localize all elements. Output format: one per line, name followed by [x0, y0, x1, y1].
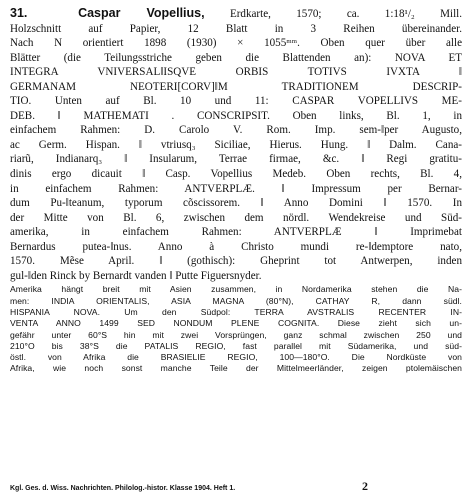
entry-line: [10, 6, 462, 22]
note-line: Afrika, wie noch sonst manche Teile der Mittelmeerländer, zeigen ptolemäischen: [10, 363, 462, 374]
entry-line: gul-‖den Rinck by Bernardt vanden ‖ Putte Figuersnyder.: [10, 269, 262, 282]
entry-line: einfachem Rahmen: D. Carolo V. Rom. Imp. sem-‖per Augusto,: [10, 124, 462, 137]
footnote-paragraph: [10, 284, 462, 374]
entry-line: amerika, in einfachem Rahmen: ANTVERPLÆ ‖ Imprimebat: [10, 226, 462, 239]
entry-line: Bernardus putea-‖nus. Anno à Christo mundi re-‖demptore nato,: [10, 240, 462, 253]
entry-number: 31.: [10, 6, 28, 20]
entry-line: dum Pu-‖teanum, typorum cõscissorem. ‖ Anno Domini ‖ 1570. In: [10, 197, 462, 210]
note-line: 210°O bis 38°S die PATALIS REGIO, fast parallel mit Südamerika, und süd-: [10, 340, 462, 351]
entry-author: Caspar Vopellius,: [78, 6, 205, 20]
note-line: HISPANIA NOVA. Um den Südpol: TERRA AVSTRALIS RECENTER IN-: [10, 306, 462, 317]
note-line: östl. von Afrika die BRASIELIE REGIO, 100—180°O. Die Nordküste von: [10, 352, 462, 363]
note-line: VENTA ANNO 1499 SED NONDUM PLENE COGNITA. Diese zieht sich un-: [10, 318, 462, 329]
page-footer: [10, 479, 462, 494]
entry-line: Blätter (die Teilungsstriche geben die Blattenden an): NOVA ET: [10, 51, 462, 64]
entry-line: INTEGRA VNIVERSAL‖ISQVE ORBIS TOTIVS IVXTA ‖: [10, 66, 462, 79]
entry-line: riarũ, Indianarq₃ ‖ Insularum, Terrae firmae, &c. ‖ Regi gratitu-: [10, 153, 462, 166]
footer-citation: Kgl. Ges. d. Wiss. Nachrichten. Philolog.-histor. Klasse 1904. Heft 1.: [10, 485, 236, 492]
entry-line: TIO. Unten auf Bl. 10 und 11: CASPAR VOPELLIVS ME-: [10, 95, 462, 108]
entry-line: 1570. Mẽse April. ‖ (gothisch): Gheprint tot Antwerpen, inden: [10, 255, 462, 268]
entry-line: GERMANAM NEOTERI[CORV]‖M TRADITIONEM DESCRIP-: [10, 80, 462, 93]
signature-mark: 2: [362, 479, 368, 493]
entry-line: DEB. ‖ MATHEMATI . CONSCRIPSIT. Oben links, Bl. 1, in: [10, 109, 462, 122]
entry-line: ac Germ. Hispan. ‖ vtriusq₃ Siciliae, Hierus. Hung. ‖ Dalm. Cana-: [10, 138, 462, 151]
entry-line: Nach N orientiert 1898 (1930) × 1055ᵐᵐ. Oben quer über alle: [10, 37, 462, 50]
catalog-entry: [10, 6, 462, 283]
entry-line: der Mitte von Bl. 6, zwischen dem nördl. Wendekreise und Süd-: [10, 211, 462, 224]
entry-line-text: Erdkarte, 1570; ca. 1:18¹/₂ Mill.: [229, 8, 463, 20]
entry-line: Holzschnitt auf Papier, 12 Blatt in 3 Reihen übereinander.: [10, 22, 462, 35]
entry-line: dinis ergo dicauit ‖ Casp. Vopellius Medeb. Oben rechts, Bl. 4,: [10, 168, 462, 181]
note-line: gefähr unter 60°S hin mit zwei Vorsprüngen, ganz schmal zwischen 250 und: [10, 329, 462, 340]
note-line: Amerika hängt breit mit Asien zusammen, in Nordamerika stehen die Na-: [10, 284, 462, 295]
entry-line: in einfachem Rahmen: ANTVERPLÆ. ‖ Impressum per Bernar-: [10, 182, 462, 195]
note-line: men: INDIA ORIENTALIS, ASIA MAGNA (80°N), CATHAY R, dann südl.: [10, 295, 462, 306]
